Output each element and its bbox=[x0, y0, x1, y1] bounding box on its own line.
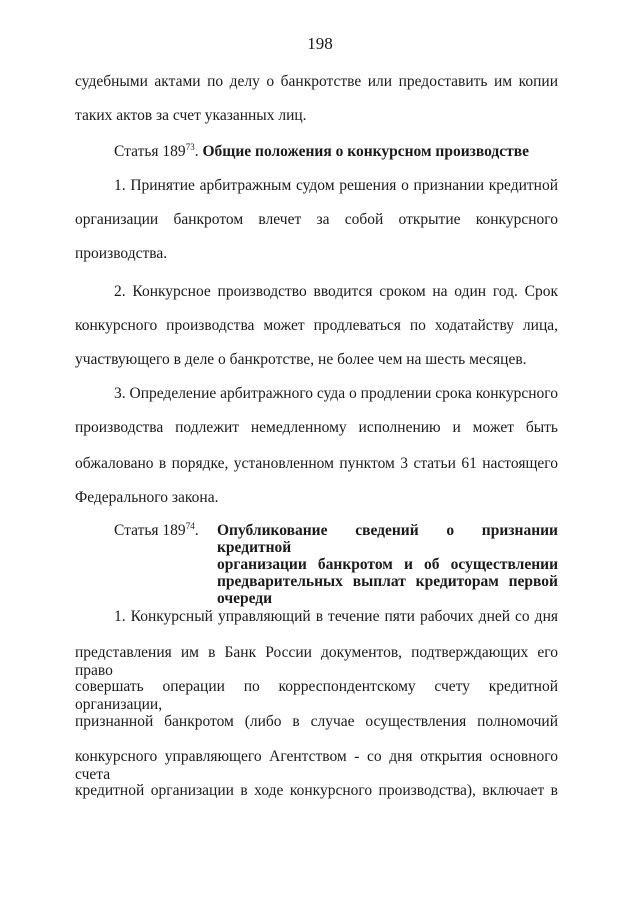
paragraph-line: обжаловано в порядке, установленном пунктом 3 статьи 61 настоящего bbox=[75, 455, 558, 472]
paragraph-line: совершать операции по корреспондентскому счету кредитной организации, bbox=[75, 678, 558, 713]
paragraph-line: 1. Конкурсный управляющий в течение пяти рабочих дней со дня bbox=[114, 608, 558, 625]
paragraph-line: 3. Определение арбитражного суда о продлении срока конкурсного bbox=[114, 385, 558, 402]
article-title: Общие положения о конкурсном производстве bbox=[202, 143, 530, 160]
article-title-line: очереди bbox=[217, 590, 273, 607]
paragraph-line: представления им в Банк России документов, подтверждающих его право bbox=[75, 644, 558, 679]
paragraph-line: организации банкротом влечет за собой открытие конкурсного bbox=[75, 211, 558, 228]
article-heading-label bbox=[114, 522, 199, 540]
article-dot: . bbox=[194, 522, 199, 539]
article-title-line: Опубликование сведений о признании кредитной bbox=[217, 522, 558, 556]
paragraph-line: признанной банкротом (либо в случае осуществления полномочий bbox=[75, 713, 558, 730]
paragraph-line: кредитной организации в ходе конкурсного производства), включает в bbox=[75, 782, 558, 799]
paragraph-line: Федерального закона. bbox=[75, 489, 219, 506]
article-title-line: предварительных выплат кредиторам первой bbox=[217, 573, 558, 590]
paragraph-line: конкурсного производства может продлеваться по ходатайству лица, bbox=[75, 317, 558, 334]
article-superscript: 73 bbox=[185, 142, 195, 152]
paragraph-line: 1. Принятие арбитражным судом решения о признании кредитной bbox=[114, 177, 558, 194]
paragraph-line: конкурсного управляющего Агентством - со дня открытия основного счета bbox=[75, 748, 558, 783]
paragraph-line: производства подлежит немедленному исполнению и может быть bbox=[75, 419, 558, 436]
article-superscript: 74 bbox=[185, 521, 195, 531]
article-heading bbox=[114, 143, 529, 161]
paragraph-line: производства. bbox=[75, 245, 168, 262]
paragraph-line: участвующего в деле о банкротстве, не более чем на шесть месяцев. bbox=[75, 351, 527, 368]
article-heading-title bbox=[217, 522, 558, 607]
article-prefix: Статья 189 bbox=[114, 143, 186, 160]
article-prefix: Статья 189 bbox=[114, 522, 186, 539]
article-dot: . bbox=[194, 143, 199, 160]
text-line: судебными актами по делу о банкротстве или предоставить им копии bbox=[75, 73, 558, 90]
text-line: таких актов за счет указанных лиц. bbox=[75, 107, 307, 124]
paragraph-line: 2. Конкурсное производство вводится сроком на один год. Срок bbox=[114, 283, 558, 300]
page-number: 198 bbox=[307, 34, 333, 53]
article-title-line: организации банкротом и об осуществлении bbox=[217, 556, 558, 573]
